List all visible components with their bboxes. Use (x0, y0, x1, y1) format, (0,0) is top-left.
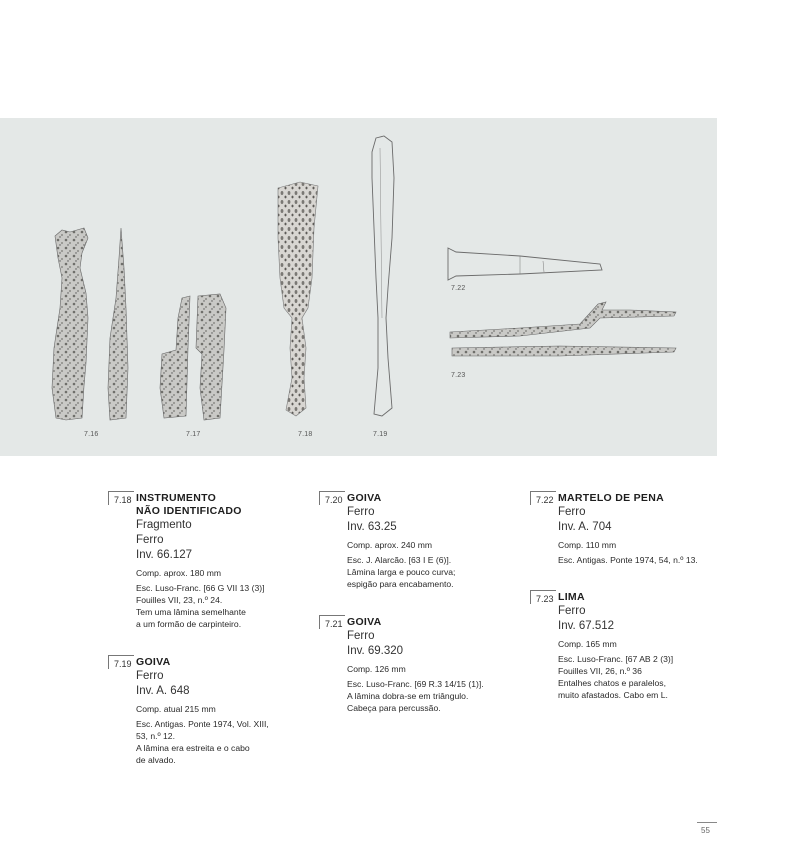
entry-title: INSTRUMENTO NÃO IDENTIFICADO (136, 492, 242, 517)
catalog-entry-7-23 (536, 588, 733, 701)
entry-length: Comp. aprox. 240 mm (347, 540, 433, 550)
entry-note: Esc. Luso-Franc. [66 G VII 13 (3)] (136, 583, 265, 593)
entry-note: de alvado. (136, 755, 176, 765)
entry-note: Esc. Luso-Franc. [67 AB 2 (3)] (558, 654, 674, 664)
artifact-drawings (0, 118, 717, 456)
entry-note: espigão para encabamento. (347, 579, 454, 589)
entry-note: Entalhes chatos e paralelos, (558, 678, 666, 688)
entry-note: A lâmina dobra-se em triângulo. (347, 691, 469, 701)
entry-title: MARTELO DE PENA (558, 492, 665, 504)
artifact-7-16b (108, 228, 128, 420)
artifact-7-19 (372, 136, 394, 416)
entry-length: Comp. 165 mm (558, 639, 617, 649)
entry-inventory: Inv. A. 704 (558, 521, 612, 533)
figure-label-7-18: 7.18 (298, 431, 313, 438)
entry-title: LIMA (558, 591, 585, 603)
entry-note: Fouilles VII, 26, n.º 36 (558, 666, 642, 676)
entry-note: muito afastados. Cabo em L. (558, 690, 668, 700)
artifact-7-23a (450, 302, 676, 338)
entry-length: Comp. atual 215 mm (136, 704, 216, 714)
artifact-7-23b (452, 346, 676, 356)
entry-material: Ferro (558, 605, 586, 617)
entry-note: Cabeça para percussão. (347, 703, 441, 713)
entry-inventory: Inv. 63.25 (347, 521, 397, 533)
entry-title: GOIVA (136, 656, 171, 668)
entry-inventory: Inv. A. 648 (136, 685, 190, 697)
entry-inventory: Inv. 69.320 (347, 645, 404, 657)
entry-inventory: Inv. 67.512 (558, 620, 615, 632)
artifact-7-16a (52, 228, 88, 420)
catalog-entry-7-18 (114, 489, 311, 630)
page-number: 55 (697, 822, 717, 835)
entry-number: 7.23 (530, 590, 556, 604)
figure-label-7-19: 7.19 (373, 431, 388, 438)
entry-note: Esc. J. Alarcão. [63 I E (6)]. (347, 555, 452, 565)
entry-number: 7.20 (319, 491, 345, 505)
figure-label-7-16: 7.16 (84, 431, 99, 438)
catalog-entry-7-19 (114, 653, 311, 766)
catalog-entry-7-21 (325, 613, 522, 714)
entry-number: 7.22 (530, 491, 556, 505)
entry-note: Tem uma lâmina semelhante (136, 607, 246, 617)
artifact-7-22 (448, 248, 602, 280)
entry-note: Fouilles VII, 23, n.º 24. (136, 595, 223, 605)
artifact-7-18 (278, 182, 318, 416)
catalog-entry-7-22 (536, 489, 733, 566)
entry-material: Ferro (136, 670, 164, 682)
entry-length: Comp. 110 mm (558, 540, 617, 550)
entry-desc: Fragmento (136, 519, 192, 531)
entry-note: Esc. Luso-Franc. [69 R.3 14/15 (1)]. (347, 679, 484, 689)
entry-title: GOIVA (347, 616, 382, 628)
entry-note: 53, n.º 12. (136, 731, 175, 741)
entry-material: Ferro (558, 506, 586, 518)
entry-length: Comp. 126 mm (347, 664, 406, 674)
entry-inventory: Inv. 66.127 (136, 549, 193, 561)
entry-note: Esc. Antigas. Ponte 1974, Vol. XIII, (136, 719, 269, 729)
figure-label-7-23: 7.23 (451, 372, 466, 379)
artifact-7-17a (160, 296, 190, 418)
entry-title: GOIVA (347, 492, 382, 504)
entry-material: Ferro (347, 506, 375, 518)
figure-label-7-17: 7.17 (186, 431, 201, 438)
entry-material: Ferro (136, 534, 164, 546)
entry-length: Comp. aprox. 180 mm (136, 568, 222, 578)
entry-number: 7.21 (319, 615, 345, 629)
entry-note: Lâmina larga e pouco curva; (347, 567, 456, 577)
entry-note: A lâmina era estreita e o cabo (136, 743, 250, 753)
entry-note: Esc. Antigas. Ponte 1974, 54, n.º 13. (558, 555, 698, 565)
entry-note: a um formão de carpinteiro. (136, 619, 242, 629)
figure-plate (0, 118, 717, 456)
entry-number: 7.18 (108, 491, 134, 505)
catalog-entry-7-20 (325, 489, 522, 590)
artifact-7-17b (196, 294, 226, 420)
entry-number: 7.19 (108, 655, 134, 669)
figure-label-7-22: 7.22 (451, 285, 466, 292)
entry-material: Ferro (347, 630, 375, 642)
